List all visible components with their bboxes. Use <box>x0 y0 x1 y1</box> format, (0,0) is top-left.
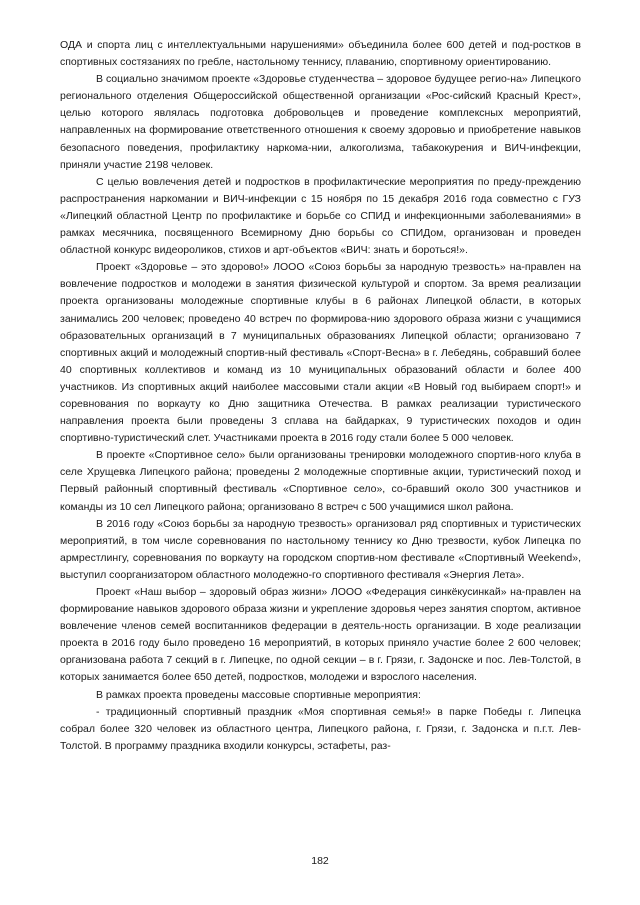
paragraph-2: В социально значимом проекте «Здоровье студенчества – здоровое будущее регио-на» Липецкого регионального отделения Общероссийской общественной организации «Рос-сийский Красный Крест», целью которого являлась подготовка добровольцев и проведение комплексных мероприятий, направленных на формирование ответственного отношения к своему здоровью и приобретение навыков безопасного поведения, профилактику наркома-нии, алкоголизма, табакокурения и ВИЧ-инфекции, приняли участие 2198 человек. <box>60 73 581 171</box>
paragraph-7: Проект «Наш выбор – здоровый образ жизни» ЛООО «Федерация синкёкусинкай» на-правлен на формирование навыков здорового образа жизни и укрепление здоровья через занятия спортом, активное вовлечение членов семей воспитанников федерации в деятель-ность организации. В ходе реализации проекта в 2016 году было проведено 16 мероприятий, в которых приняло участие более 2 600 человек; организована работа 7 секций в г. Липецке, по одной секции – в г. Грязи, г. Задонске и пос. Лев-Толстой, в которых занимается более 650 детей, подростков, молодежи и взрослого населения. <box>60 586 581 684</box>
paragraph-3: С целью вовлечения детей и подростков в профилактические мероприятия по преду-преждению распространения наркомании и ВИЧ-инфекции с 15 ноября по 15 декабря 2016 года совместно с ГУЗ «Липецкий областной Центр по профилактике и борьбе со СПИД и инфекционными заболеваниями» в рамках месячника, посвященного Всемирному Дню борьбы со СПИДом, организован и проведен областной конкурс видеороликов, стихов и арт-объектов «ВИЧ: знать и бороться!». <box>60 175 581 257</box>
page-number: 182 <box>311 855 329 867</box>
paragraph-8: В рамках проекта проведены массовые спортивные мероприятия: <box>96 688 421 701</box>
paragraph-1: ОДА и спорта лиц с интеллектуальными нарушениями» объединила более 600 детей и под-ростков в спортивных состязаниях по гребле, настольному теннису, плаванию, спортивному ориентированию. <box>60 39 581 69</box>
paragraph-6: В 2016 году «Союз борьбы за народную трезвость» организовал ряд спортивных и туристических мероприятий, в том числе соревнования по настольному теннису ко Дню трезвости, кубок Липецка по армрестлингу, соревнования по воркауту на городском спортив-ном фестивале «Спортивный Weekend», выступил соорганизатором областного молодежно-го спортивного фестиваля «Энергия Лета». <box>60 517 581 581</box>
paragraph-9: - традиционный спортивный праздник «Моя спортивная семья!» в парке Победы г. Липецка собрал более 320 человек из областного центра, Липецкого района, г. Грязи, г. Задонска и п.г.т. Лев-Толстой. В программу праздника входили конкурсы, эстафеты, раз- <box>60 705 581 752</box>
document-page <box>60 37 581 755</box>
paragraph-5: В проекте «Спортивное село» были организованы тренировки молодежного спортив-ного клуба в селе Хрущевка Липецкого района; проведены 2 молодежные спортивные акции, туристический поход и Первый районный спортивный фестиваль «Спортивное село», со-бравший около 300 участников и команды из 10 сел Липецкого района; организовано 8 встреч с 500 учащимися школ района. <box>60 449 581 513</box>
paragraph-4: Проект «Здоровье – это здорово!» ЛООО «Союз борьбы за народную трезвость» на-правлен на вовлечение подростков и молодежи в занятия физической культурой и спортом. За время реализации проекта организованы молодежные спортивные клубы в 6 районах Липецкой области, в которых занимались 200 человек; проведено 40 встреч по формирова-нию здорового образа жизни с учащимися образовательных организаций в 7 муниципальных образованиях Липецкой области; организовано 7 спортивных акций и молодежный спортив-ный фестиваль «Спорт-Весна» в г. Лебедянь, собравший более 40 спортивных коллективов и команд из 10 муниципальных образований области и более 400 участников. Из спортивных акций наиболее массовыми стали акции «В Новый год выбираем спорт!» и соревнования по воркауту ко Дню защитника Отечества. В рамках реализации туристического направления проекта были проведены 3 сплава на байдарках, 9 туристических походов и один спортивно-туристический слет. Участниками проекта в 2016 году стали более 5 000 человек. <box>60 261 581 445</box>
